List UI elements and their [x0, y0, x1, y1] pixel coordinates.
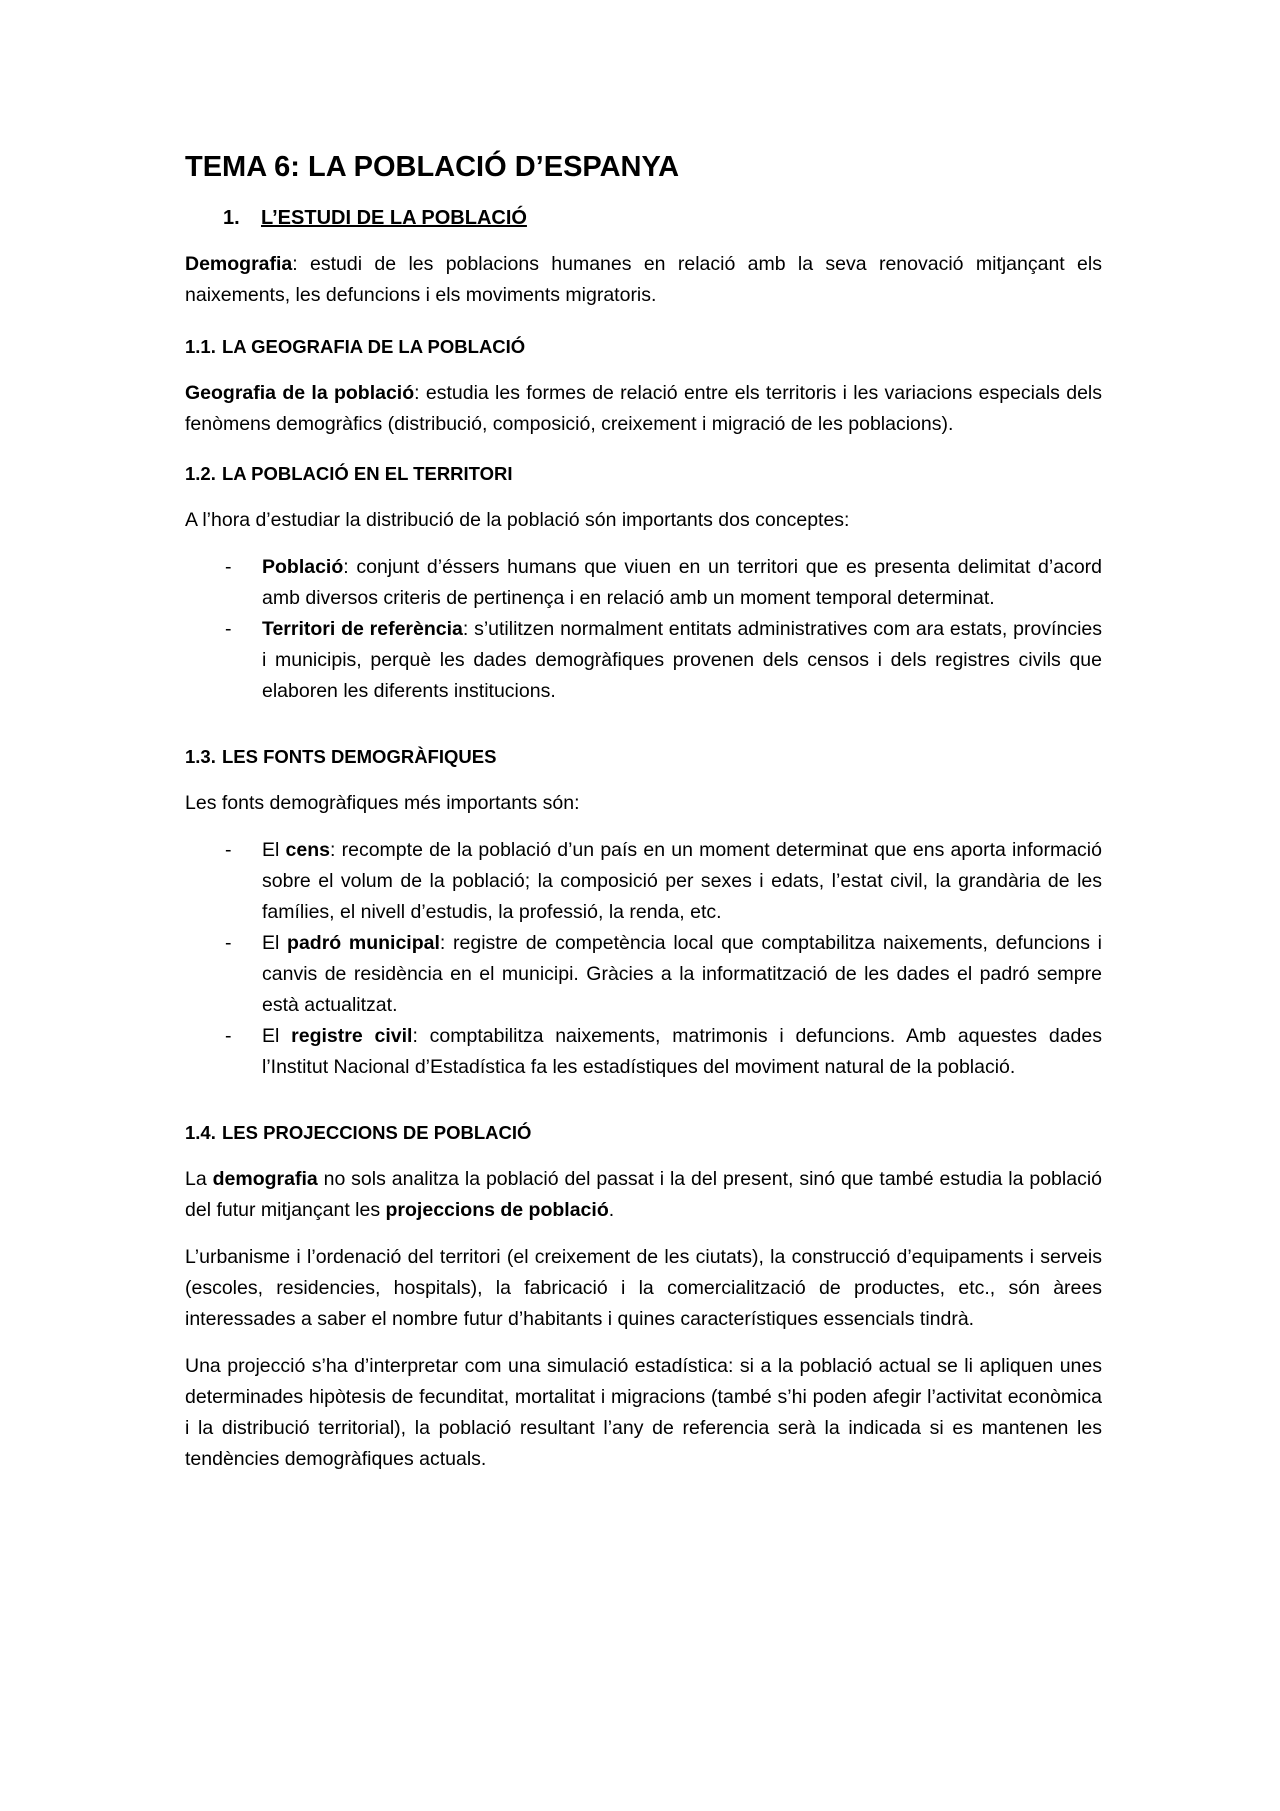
dash-bullet: -: [225, 838, 232, 861]
subsection-heading-1-4: [185, 1121, 1102, 1145]
term: Territori de referència: [262, 617, 463, 640]
dash-bullet: -: [225, 555, 232, 578]
subsection-number: 1.1.: [185, 335, 216, 357]
document-page: [185, 150, 1102, 1491]
subsection-number: 1.4.: [185, 1121, 216, 1143]
item-prefix: El: [262, 838, 286, 861]
sources-list: [185, 835, 1102, 1083]
paragraph-intro-1-3: Les fonts demogràfiques més importants són:: [185, 791, 580, 814]
term: projeccions de població: [385, 1198, 609, 1221]
definition-text: : estudi de les poblacions humanes en relació amb la seva renovació mitjançant els naixements, les defuncions i els moviments migratoris.: [185, 252, 1102, 306]
term: padró municipal: [287, 931, 440, 954]
dash-bullet: -: [225, 1024, 232, 1047]
subsection-number: 1.2.: [185, 462, 216, 484]
item-prefix: El: [262, 1024, 292, 1047]
paragraph-projeccions-3: Una projecció s’ha d’interpretar com una simulació estadística: si a la població actual se li apliquen unes determinades hipòtesis de fecunditat, mortalitat i migracions (també s’hi poden afegir l’activitat econòmica i la distribució territorial), la població resultant l’any de referencia serà la indicada si es mantenen les tendències demogràfiques actuals.: [185, 1354, 1102, 1470]
subsection-label: LA POBLACIÓ EN EL TERRITORI: [222, 462, 513, 484]
term: cens: [285, 838, 330, 861]
subsection-number: 1.3.: [185, 745, 216, 767]
page-title: TEMA 6: LA POBLACIÓ D’ESPANYA: [185, 151, 680, 183]
subsection-heading-1-1: [185, 335, 1102, 359]
concepts-list: [185, 552, 1102, 707]
item-text: : s’utilitzen normalment entitats administratives com ara estats, províncies i municipis, perquè les dades demogràfiques provenen dels censos i dels registres civils que elaboren les diferents institucions.: [262, 617, 1102, 702]
term: registre civil: [291, 1024, 413, 1047]
subsection-label: LES PROJECCIONS DE POBLACIÓ: [222, 1121, 532, 1143]
text-run: no sols analitza la població del passat i la del present, sinó que també estudia la població del futur mitjançant les: [185, 1167, 1102, 1221]
definition-text: : estudia les formes de relació entre els territoris i les variacions especials dels fenòmens demogràfics (distribució, composició, creixement i migració de les poblacions).: [185, 381, 1102, 435]
section-heading-1: [223, 205, 1102, 231]
paragraph-projeccions-2: L’urbanisme i l’ordenació del territori (el creixement de les ciutats), la construcció d’equipaments i serveis (escoles, residencies, hospitals), la fabricació i la comercialització de productes, etc., són àrees interessades a saber el nombre futur d’habitants i quines característiques essencials tindrà.: [185, 1245, 1102, 1330]
list-item: [185, 835, 1102, 928]
subsection-heading-1-3: [185, 745, 1102, 769]
subsection-heading-1-2: [185, 462, 1102, 486]
item-text: : recompte de la població d’un país en un moment determinat que ens aporta informació sobre el volum de la població; la composició per sexes i edats, l’estat civil, la grandària de les famílies, el nivell d’estudis, la professió, la renda, etc.: [262, 838, 1102, 923]
definition-demografia: [185, 249, 1102, 311]
section-number: 1.: [223, 206, 240, 229]
dash-bullet: -: [225, 931, 232, 954]
term: Població: [262, 555, 344, 578]
subsection-label: LES FONTS DEMOGRÀFIQUES: [222, 745, 497, 767]
text-run: .: [608, 1198, 615, 1221]
item-text: : comptabilitza naixements, matrimonis i defuncions. Amb aquestes dades l’Institut Nacional d’Estadística fa les estadístiques del moviment natural de la població.: [262, 1024, 1102, 1078]
section-label: L’ESTUDI DE LA POBLACIÓ: [261, 206, 527, 229]
term: Demografia: [185, 252, 293, 275]
item-text: : registre de competència local que comptabilitza naixements, defuncions i canvis de residència en el municipi. Gràcies a la informatització de les dades el padró sempre està actualitzat.: [262, 931, 1102, 1016]
paragraph-projeccions-1: [185, 1164, 1102, 1226]
list-item: [185, 614, 1102, 707]
term: Geografia de la població: [185, 381, 415, 404]
list-item: [185, 928, 1102, 1021]
text-run: La: [185, 1167, 213, 1190]
dash-bullet: -: [225, 617, 232, 640]
list-item: [185, 1021, 1102, 1083]
list-item: [185, 552, 1102, 614]
item-text: : conjunt d’éssers humans que viuen en un territori que es presenta delimitat d’acord amb diversos criteris de pertinença i en relació amb un moment temporal determinat.: [262, 555, 1102, 609]
term: demografia: [212, 1167, 318, 1190]
item-prefix: El: [262, 931, 288, 954]
paragraph-intro-1-2: A l’hora d’estudiar la distribució de la població són importants dos conceptes:: [185, 508, 850, 531]
definition-geografia: [185, 378, 1102, 440]
subsection-label: LA GEOGRAFIA DE LA POBLACIÓ: [222, 335, 526, 357]
